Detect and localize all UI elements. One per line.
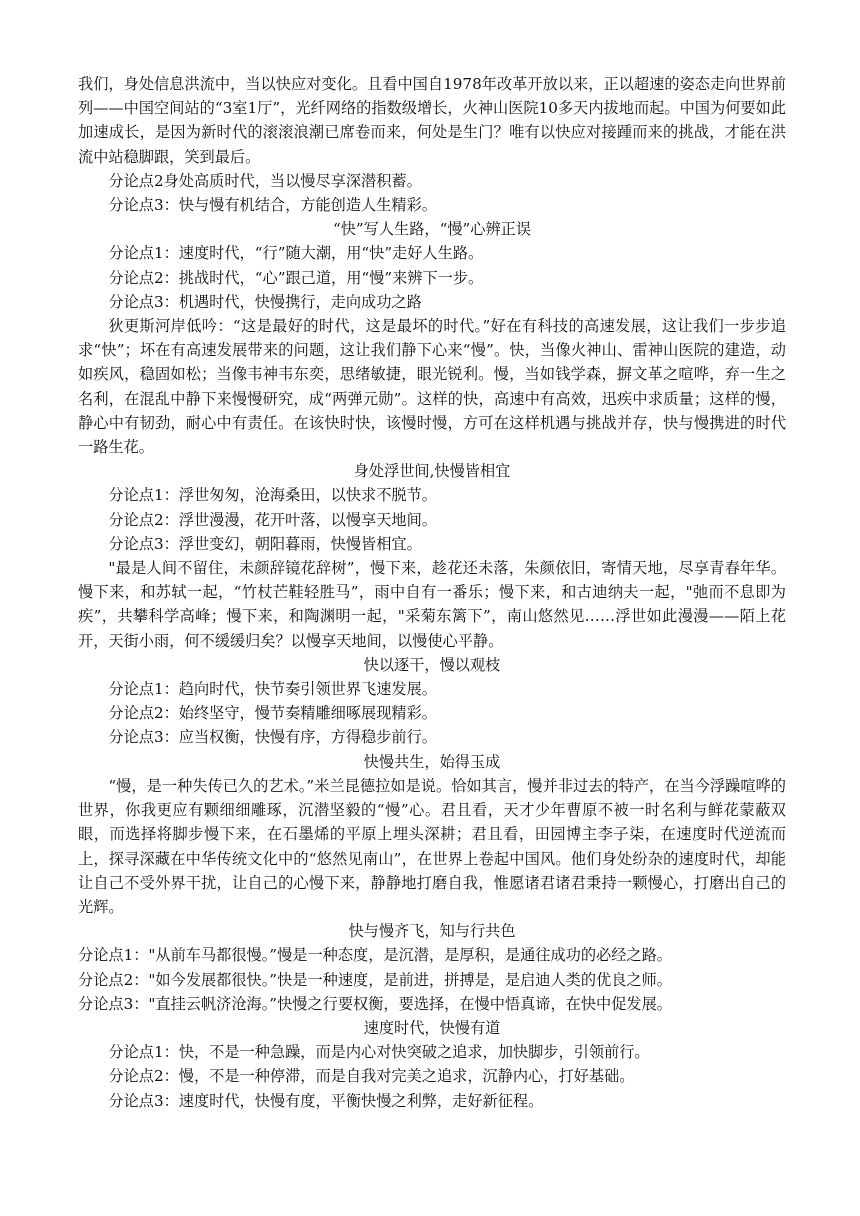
sub-argument: 分论点1：趋向时代，快节奏引领世界飞速发展。 (108, 680, 437, 699)
sub-argument: 分论点3：应当权衡，快慢有序，方得稳步前行。 (108, 728, 437, 747)
body-paragraph: 狄更斯河岸低吟：“这是最好的时代，这是最坏的时代。”好在有科技的高速发展，这让我们一步步追求“快”；坏在有高速发展带来的问题，这让我们静下心来“慢”。快，当像火神山、雷神山医院的建造，动如疾风，稳固如松；当像韦神韦东奕，思绪敏捷，眼光锐利。慢，当如钱学森，摒文革之喧哗，弃一生之名利，在混乱中静下来慢慢研究，成“两弹元勋”。这样的快，高速中有高效，迅疾中求质量；这样的慢，静心中有韧劲，耐心中有责任。在该快时快，该慢时慢，方可在这样机遇与挑战并存，快与慢携进的时代一路生花。 (78, 317, 786, 457)
sub-argument: 分论点2："如今发展都很快。”快是一种速度，是前进，拼搏是，是启迪人类的优良之师。 (78, 970, 672, 989)
section-title: 身处浮世间,快慢皆相宜 (353, 462, 511, 481)
body-paragraph: 我们，身处信息洪流中，当以快应对变化。且看中国自1978年改革开放以来，正以超速的姿态走向世界前列——中国空间站的“3室1厅”，光纤网络的指数级增长，火神山医院10多天内拔地而起。中国为何要如此加速成长，是因为新时代的滚滚浪潮已席卷而来，何处是生门？唯有以快应对接踵而来的挑战，才能在洪流中站稳脚跟，笑到最后。 (78, 75, 786, 166)
sub-argument: 分论点2：浮世漫漫，花开叶落，以慢享天地间。 (108, 510, 437, 529)
section-title: 快慢共生，始得玉成 (363, 752, 501, 771)
sub-argument: 分论点1："从前车马都很慢。”慢是一种态度，是沉潜，是厚积，是通往成功的必经之路。 (78, 946, 672, 965)
sub-argument: 分论点3：浮世变幻，朝阳暮雨，快慢皆相宜。 (108, 534, 422, 553)
body-paragraph: "最是人间不留住，未颜辞镜花辞树”，慢下来，趁花还未落，朱颜依旧，寄情天地，尽享青春年华。慢下来，和苏轼一起，“竹杖芒鞋轻胜马”，雨中自有一番乐；慢下来，和古迪纳夫一起，"弛而不息即为疾”，共攀科学高峰；慢下来，和陶渊明一起，"采菊东篱下”，南山悠然见……浮世如此漫漫——陌上花开，天街小雨，何不缓缓归矣？以慢享天地间，以慢使心平静。 (78, 559, 786, 650)
sub-argument: 分论点1：快，不是一种急躁，而是内心对快突破之追求，加快脚步，引领前行。 (108, 1043, 650, 1062)
sub-argument: 分论点3：快与慢有机结合，方能创造人生精彩。 (108, 196, 437, 215)
body-paragraph: “慢，是一种失传已久的艺术。”米兰昆德拉如是说。恰如其言，慢并非过去的特产，在当今浮躁喧哗的世界，你我更应有颗细细雕琢，沉潜坚毅的“慢”心。君且看，天才少年曹原不被一时名利与鲜花蒙蔽双眼，而选择将脚步慢下来，在石墨烯的平原上埋头深耕；君且看，田园博主李子柒，在速度时代逆流而上，探寻深藏在中华传统文化中的“悠然见南山”，在世界上卷起中国风。他们身处纷杂的速度时代，却能让自己不受外界干扰，让自己的心慢下来，静静地打磨自我，惟愿诸君诸君秉持一颗慢心，打磨出自己的光辉。 (78, 776, 786, 916)
sub-argument: 分论点3：机遇时代，快慢携行，走向成功之路 (108, 292, 422, 311)
sub-argument: 分论点2：挑战时代，“心”跟己道，用“慢”来辨下一步。 (108, 268, 484, 287)
sub-argument: 分论点2：慢，不是一种停滞，而是自我对完美之追求，沉静内心，打好基础。 (108, 1067, 635, 1086)
section-title: 速度时代，快慢有道 (363, 1018, 501, 1037)
sub-argument: 分论点3：速度时代，快慢有度，平衡快慢之利弊，走好新征程。 (108, 1091, 544, 1110)
sub-argument: 分论点3："直挂云帆济沧海。”快慢之行要权衡，要选择，在慢中悟真谛，在快中促发展。 (78, 994, 672, 1013)
sub-argument: 分论点2：始终坚守，慢节奏精雕细啄展现精彩。 (108, 704, 437, 723)
sub-argument: 分论点1：速度时代，“行”随大潮，用“快”走好人生路。 (108, 244, 484, 263)
sub-argument: 分论点1：浮世匆匆，沧海桑田，以快求不脱节。 (108, 486, 437, 505)
section-title: 快以逐干，慢以观枝 (363, 655, 501, 674)
section-title: 快与慢齐飞，知与行共色 (348, 922, 516, 941)
section-title: “快”写人生路，“慢”心辨正误 (332, 220, 532, 239)
sub-argument: 分论点2身处高质时代，当以慢尽享深潜积蓄。 (108, 171, 422, 190)
